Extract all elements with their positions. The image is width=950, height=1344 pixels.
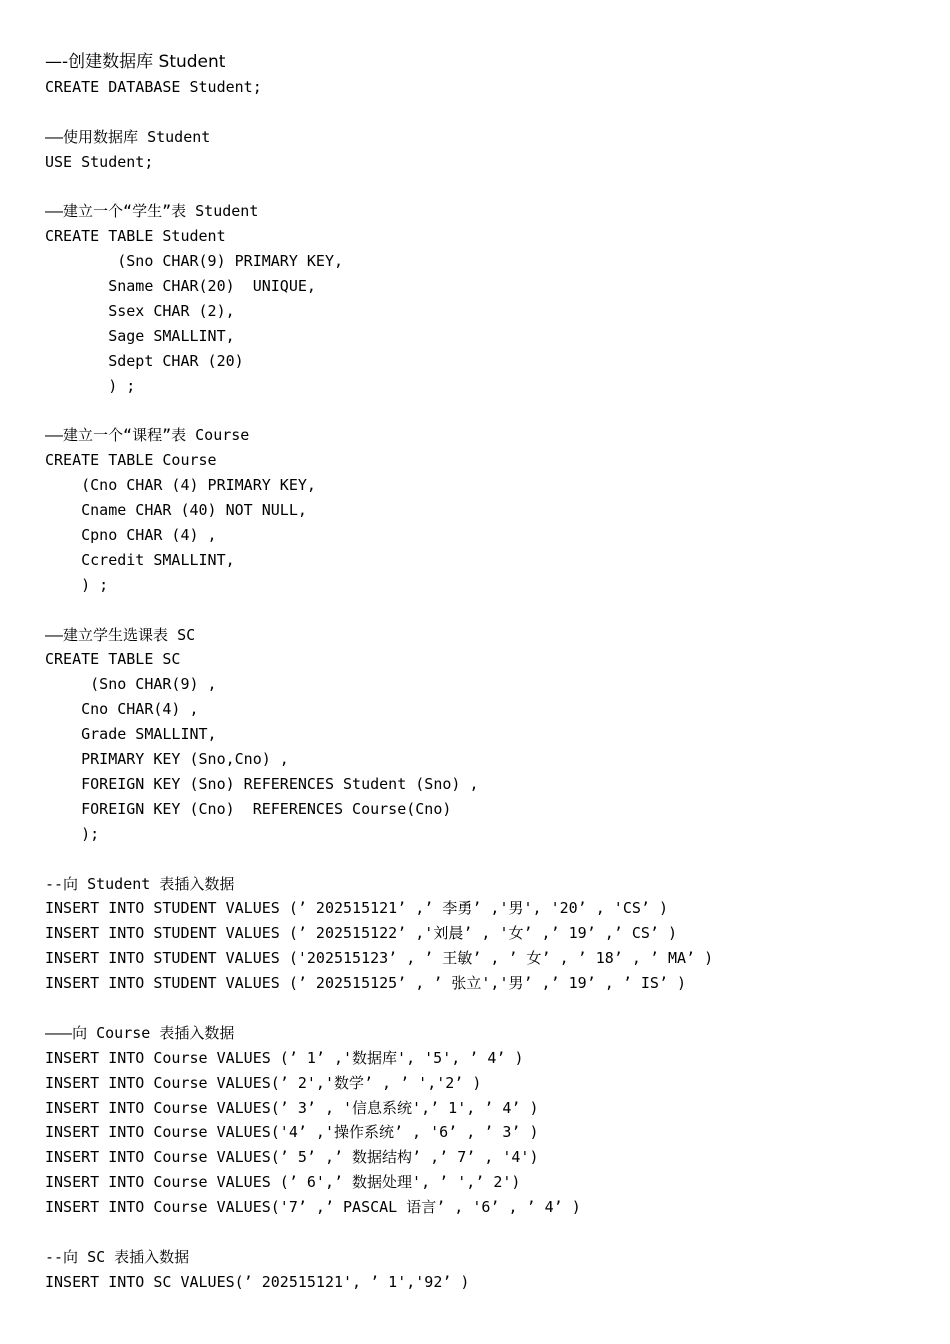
comment-create-database: —-创建数据库 Student xyxy=(45,52,226,72)
sql-line: ) ; xyxy=(45,376,136,395)
sql-line: INSERT INTO Course VALUES (’ 6',’ 数据处理', ’ ',’ 2') xyxy=(45,1173,521,1192)
blank-line xyxy=(45,100,925,125)
sql-line: ) ; xyxy=(45,575,109,594)
sql-line: FOREIGN KEY (Cno) REFERENCES Course(Cno) xyxy=(45,799,452,818)
blank-line xyxy=(45,847,925,872)
comment-create-sc-table: ——建立学生选课表 SC xyxy=(45,625,196,644)
sql-line: INSERT INTO STUDENT VALUES (’ 202515121’ ,’ 李勇’ ,'男', '20’ , 'CS’ ) xyxy=(45,899,668,918)
sql-line: (Sno CHAR(9) , xyxy=(45,675,217,694)
sql-line: Cname CHAR (40) NOT NULL, xyxy=(45,501,307,520)
sql-line: Cpno CHAR (4) , xyxy=(45,526,217,545)
sql-line: Cno CHAR(4) , xyxy=(45,700,199,719)
comment-insert-student: --向 Student 表插入数据 xyxy=(45,874,235,893)
comment-use-database: ——使用数据库 Student xyxy=(45,127,211,146)
sql-line: INSERT INTO STUDENT VALUES ('202515123’ , ’ 王敏’ , ’ 女’ , ’ 18’ , ’ MA’ ) xyxy=(45,949,714,968)
sql-line: INSERT INTO STUDENT VALUES (’ 202515125’ , ’ 张立','男’ ,’ 19’ , ’ IS’ ) xyxy=(45,974,687,993)
sql-line: INSERT INTO Course VALUES (’ 1’ ,'数据库', '5', ’ 4’ ) xyxy=(45,1048,524,1067)
sql-line: Grade SMALLINT, xyxy=(45,725,217,744)
sql-line: INSERT INTO Course VALUES(’ 3’ , '信息系统',’ 1', ’ 4’ ) xyxy=(45,1098,539,1117)
sql-line: (Cno CHAR (4) PRIMARY KEY, xyxy=(45,476,316,495)
blank-line xyxy=(45,399,925,424)
sql-line: INSERT INTO Course VALUES(’ 2','数学’ , ’ ','2’ ) xyxy=(45,1073,482,1092)
sql-line: PRIMARY KEY (Sno,Cno) , xyxy=(45,750,289,769)
sql-line: INSERT INTO Course VALUES(’ 5’ ,’ 数据结构’ ,’ 7’ , '4') xyxy=(45,1148,539,1167)
sql-line: CREATE TABLE Student xyxy=(45,227,226,246)
sql-line: Sdept CHAR (20) xyxy=(45,351,244,370)
sql-line: INSERT INTO STUDENT VALUES (’ 202515122’ ,'刘晨’ , '女’ ,’ 19’ ,’ CS’ ) xyxy=(45,924,677,943)
sql-line: Sname CHAR(20) UNIQUE, xyxy=(45,277,316,296)
sql-line: CREATE TABLE SC xyxy=(45,650,181,669)
sql-line: CREATE TABLE Course xyxy=(45,451,217,470)
blank-line xyxy=(45,175,925,200)
sql-line: INSERT INTO Course VALUES('4’ ,'操作系统’ , '6’ , ’ 3’ ) xyxy=(45,1123,539,1142)
sql-line: INSERT INTO SC VALUES(’ 202515121', ’ 1','92’ ) xyxy=(45,1272,470,1291)
comment-insert-course: ———向 Course 表插入数据 xyxy=(45,1023,235,1042)
blank-line xyxy=(45,996,925,1021)
sql-line: CREATE DATABASE Student; xyxy=(45,78,262,96)
sql-line: INSERT INTO Course VALUES('7’ ,’ PASCAL 语言’ , '6’ , ’ 4’ ) xyxy=(45,1198,581,1217)
sql-line: ); xyxy=(45,824,100,843)
sql-document xyxy=(45,49,925,1295)
sql-line: USE Student; xyxy=(45,152,154,171)
blank-line xyxy=(45,598,925,623)
blank-line xyxy=(45,1220,925,1245)
comment-create-student-table: ——建立一个“学生”表 Student xyxy=(45,202,259,221)
sql-line: Ssex CHAR (2), xyxy=(45,302,235,321)
sql-line: Sage SMALLINT, xyxy=(45,326,235,345)
sql-line: (Sno CHAR(9) PRIMARY KEY, xyxy=(45,252,344,271)
comment-create-course-table: ——建立一个“课程”表 Course xyxy=(45,426,250,445)
sql-line: Ccredit SMALLINT, xyxy=(45,550,235,569)
comment-insert-sc: --向 SC 表插入数据 xyxy=(45,1247,190,1266)
sql-line: FOREIGN KEY (Sno) REFERENCES Student (Sno) , xyxy=(45,774,479,793)
